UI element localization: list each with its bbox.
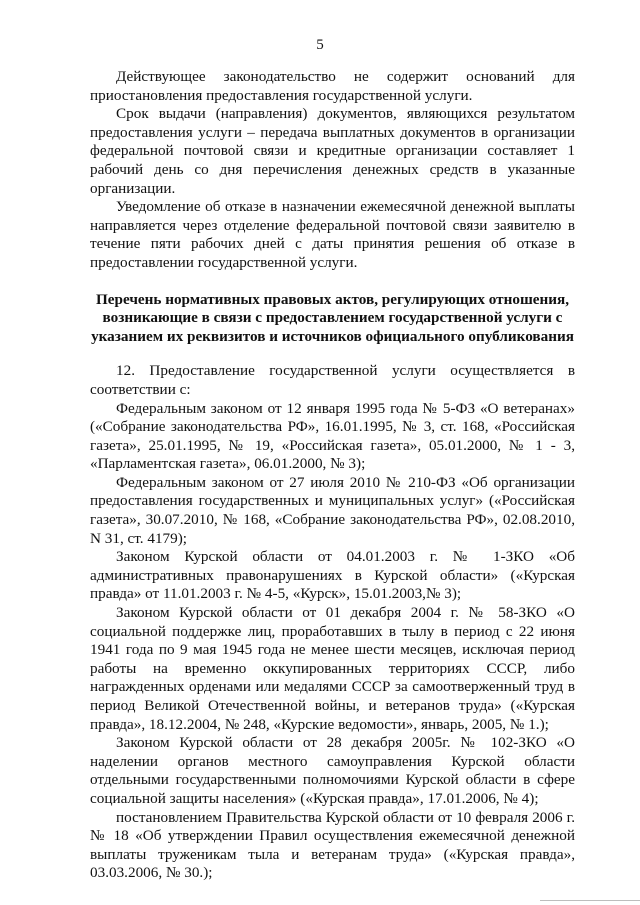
heading-line: возникающие в связи с предоставлением государственной услуги с [102, 309, 563, 327]
law-reference: Законом Курской области от 01 декабря 2004 г. № 58-ЗКО «О социальной поддержке лиц, проработавших в тылу в период с 22 июня 1941 года по 9 мая 1945 года не менее шести месяцев, исключая период работы на временно оккупированных территориях СССР, либо награжденных орденами или медалями СССР за самоотверженный труд в период Великой Отечественной войны, и ветеранов труда» («Курская правда», 18.12.2004, № 248, «Курские ведомости», январь, 2005, № 1.); [90, 604, 575, 733]
section-heading [90, 291, 575, 347]
law-reference: Федеральным законом от 27 июля 2010 № 210-ФЗ «Об организации предоставления государственных и муниципальных услуг» («Российская газета», 30.07.2010, № 168, «Собрание законодательства РФ», 02.08.2010, N 31, ст. 4179); [90, 473, 575, 547]
list-intro-paragraph: 12. Предоставление государственной услуги осуществляется в соответствии с: [90, 362, 575, 398]
paragraph: Срок выдачи (направления) документов, являющихся результатом предоставления услуги – передача выплатных документов в организации федеральной почтовой связи и кредитные организации составляет 1 рабочий день со дня перечисления денежных средств в указанные организации. [90, 105, 575, 197]
paragraph: Действующее законодательство не содержит оснований для приостановления предоставления государственной услуги. [90, 68, 575, 104]
law-reference: Законом Курской области от 28 декабря 2005г. № 102-ЗКО «О наделении органов местного самоуправления Курской области отдельными государственными полномочиями Курской области в сфере социальной защиты населения» («Курская правда», 17.01.2006, № 4); [90, 734, 575, 807]
law-reference: постановлением Правительства Курской области от 10 февраля 2006 г. № 18 «Об утверждении Правил осуществления ежемесячной денежной выплаты труженикам тыла и ветеранам труда» («Курская правда», 03.03.2006, № 30.); [90, 808, 575, 882]
page-number: 5 [316, 37, 324, 53]
scan-artifact-line [540, 900, 640, 901]
law-reference: Федеральным законом от 12 января 1995 года № 5-ФЗ «О ветеранах» («Собрание законодательства РФ», 16.01.1995, № 3, ст. 168, «Российская газета», 25.01.1995, № 19, «Российская газета», 05.01.2000, № 1 - 3, «Парламентская газета», 06.01.2000, № 3); [90, 399, 575, 473]
heading-line: указанием их реквизитов и источников официального опубликования [91, 327, 574, 345]
paragraph: Уведомление об отказе в назначении ежемесячной денежной выплаты направляется через отделение федеральной почтовой связи заявителю в течение пяти рабочих дней с даты принятия решения об отказе в предоставлении государственной услуги. [90, 198, 575, 271]
law-reference: Законом Курской области от 04.01.2003 г. № 1-ЗКО «Об административных правонарушениях в Курской области» («Курская правда» от 11.01.2003 г. № 4-5, «Курск», 15.01.2003,№ 3); [90, 548, 575, 603]
heading-line: Перечень нормативных правовых актов, регулирующих отношения, [95, 290, 570, 308]
page-body [90, 68, 575, 883]
